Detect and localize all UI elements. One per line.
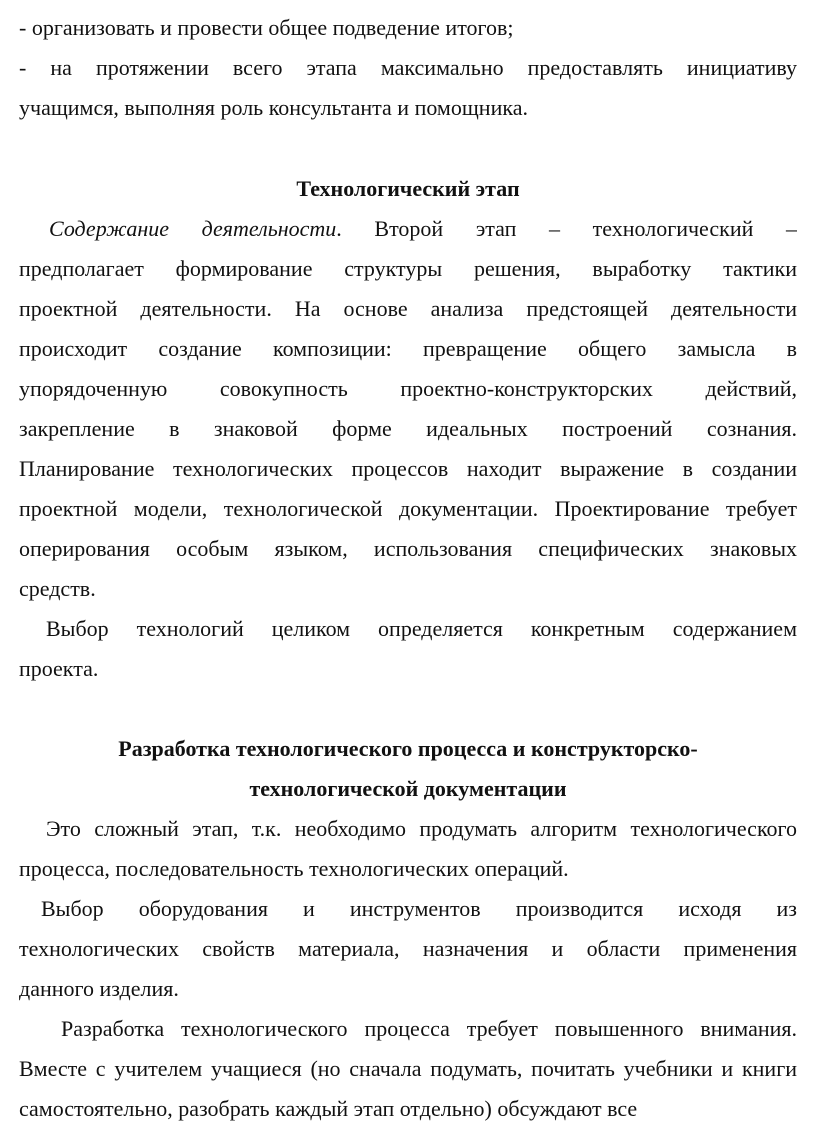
dev-p2-line-2: технологических свойств материала, назначения и области применения xyxy=(19,936,797,961)
dev-p1-line-2: процесса, последовательность технологических операций. xyxy=(19,856,569,881)
dev-p3-line-2: Вместе с учителем учащиеся (но сначала подумать, почитать учебники и книги xyxy=(19,1056,797,1081)
tech-stage-lead-rest: . Второй этап – технологический – xyxy=(336,216,797,241)
dev-p3-line-1: Разработка технологического процесса требует повышенного внимания. xyxy=(61,1016,797,1041)
dev-p2-line-1: Выбор оборудования и инструментов производится исходя из xyxy=(41,896,797,921)
tech-stage-line: происходит создание композиции: превращение общего замысла в xyxy=(19,336,797,361)
document-page xyxy=(19,0,797,1129)
dev-p1-line-1: Это сложный этап, т.к. необходимо продумать алгоритм технологического xyxy=(46,816,797,841)
intro-line-3: учащимся, выполняя роль консультанта и помощника. xyxy=(19,95,528,120)
tech-stage-line: Планирование технологических процессов находит выражение в создании xyxy=(19,456,797,481)
tech-stage-line: предполагает формирование структуры решения, выработку тактики xyxy=(19,256,797,281)
intro-line-2: - на протяжении всего этапа максимально предоставлять инициативу xyxy=(19,55,797,80)
spacer xyxy=(19,128,797,169)
tech-stage-line: закрепление в знаковой форме идеальных построений сознания. xyxy=(19,416,797,441)
tech-stage-line: средств. xyxy=(19,576,96,601)
intro-line-1: - организовать и провести общее подведение итогов; xyxy=(19,15,514,40)
spacer xyxy=(19,689,797,729)
tech-stage-heading: Технологический этап xyxy=(296,176,520,201)
dev-p3-line-3: самостоятельно, разобрать каждый этап отдельно) обсуждают все xyxy=(19,1096,638,1121)
tech-stage-para2-line-2: проекта. xyxy=(19,656,99,681)
tech-stage-line: упорядоченную совокупность проектно-конструкторских действий, xyxy=(19,376,797,401)
tech-stage-line: проектной модели, технологической документации. Проектирование требует xyxy=(19,496,797,521)
tech-stage-line: оперирования особым языком, использования специфических знаковых xyxy=(19,536,797,561)
dev-heading-line-1: Разработка технологического процесса и конструкторско- xyxy=(118,736,698,761)
tech-stage-lead xyxy=(19,209,797,249)
dev-heading-line-2: технологической документации xyxy=(249,776,567,801)
tech-stage-line: проектной деятельности. На основе анализа предстоящей деятельности xyxy=(19,296,797,321)
tech-stage-para2-line-1: Выбор технологий целиком определяется конкретным содержанием xyxy=(46,616,797,641)
tech-stage-lead-italic: Содержание деятельности xyxy=(49,216,337,241)
dev-p2-line-3: данного изделия. xyxy=(19,976,179,1001)
